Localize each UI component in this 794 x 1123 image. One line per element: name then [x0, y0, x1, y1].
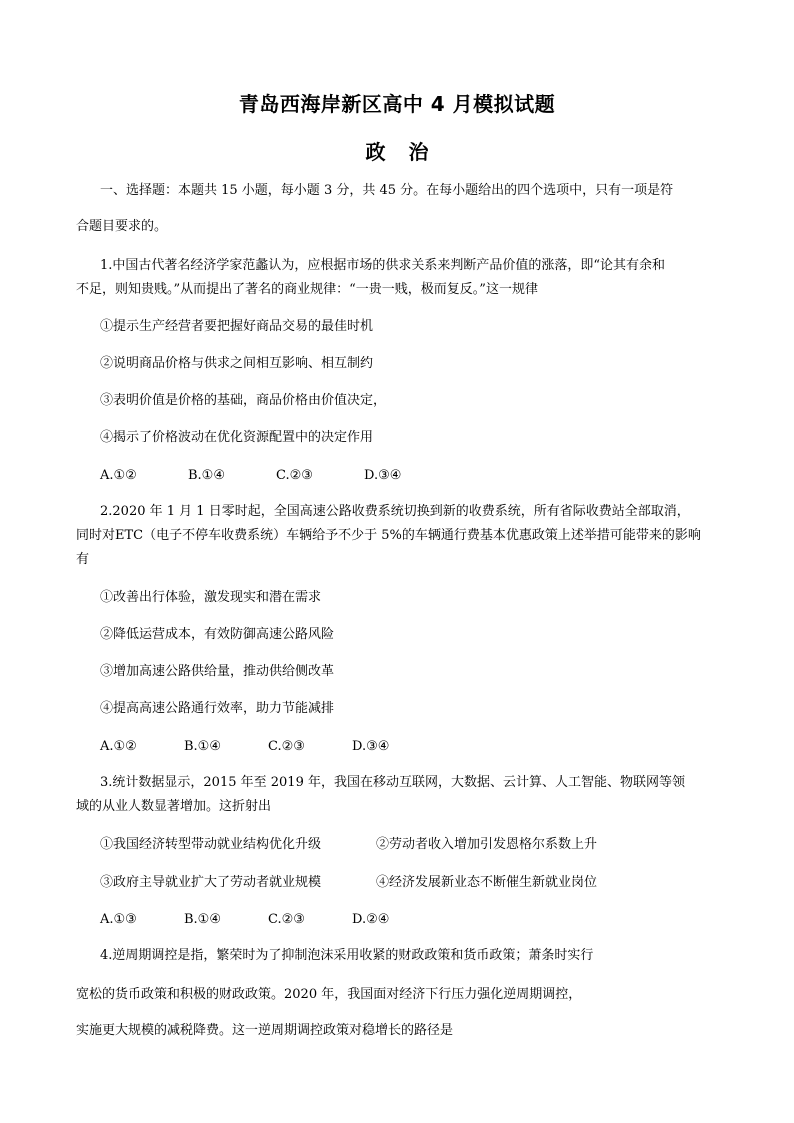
q3-item-2: ②劳动者收入增加引发恩格尔系数上升 [376, 837, 598, 852]
q4-stem-line1: 4.逆周期调控是指，繁荣时为了抑制泡沫采用收紧的财政政策和货币政策；萧条时实行 [100, 948, 594, 963]
q1-item-3: ③表明价值是价格的基础，商品价格由价值决定， [100, 393, 387, 408]
q2-option-b[interactable]: B.①④ [184, 739, 221, 754]
q3-item-1: ①我国经济转型带动就业结构优化升级 [100, 837, 322, 852]
q3-option-c[interactable]: C.②③ [268, 912, 305, 927]
q3-item-3: ③政府主导就业扩大了劳动者就业规模 [100, 875, 322, 890]
q3-options [100, 911, 436, 929]
q2-item-4: ④提高高速公路通行效率，助力节能减排 [100, 701, 335, 716]
q1-stem-line1: 1.中国古代著名经济学家范蠡认为，应根据市场的供求关系来判断产品价值的涨落，即“论其有余和 [100, 258, 666, 273]
exam-title: 青岛西海岸新区高中 4 月模拟试题 [238, 92, 556, 116]
q3-item-4: ④经济发展新业态不断催生新就业岗位 [376, 875, 598, 890]
q1-stem-line2: 不足，则知贵贱。”从而提出了著名的商业规律：“一贵一贱，极而复反。”这一规律 [76, 282, 538, 297]
q1-option-d[interactable]: D.③④ [364, 468, 402, 483]
q2-option-c[interactable]: C.②③ [268, 739, 305, 754]
q3-stem-line2: 域的从业人数显著增加。这折射出 [76, 799, 272, 814]
q4-stem-line2: 宽松的货币政策和积极的财政政策。2020 年，我国面对经济下行压力强化逆周期调控， [76, 987, 582, 1002]
q2-stem-line1: 2.2020 年 1 月 1 日零时起，全国高速公路收费系统切换到新的收费系统，所有省际收费站全部取消， [100, 504, 690, 519]
q2-stem-line3: 有 [76, 552, 90, 567]
q2-options [100, 738, 436, 756]
q1-item-2: ②说明商品价格与供求之间相互影响、相互制约 [100, 356, 374, 371]
section-intro-line1: 一、选择题：本题共 15 小题，每小题 3 分，共 45 分。在每小题给出的四个选项中，只有一项是符 [100, 183, 674, 198]
q1-option-b[interactable]: B.①④ [188, 468, 225, 483]
q4-stem-line3: 实施更大规模的减税降费。这一逆周期调控政策对稳增长的路径是 [76, 1023, 454, 1038]
q3-option-a[interactable]: A.①③ [100, 912, 137, 927]
q1-item-1: ①提示生产经营者要把握好商品交易的最佳时机 [100, 319, 374, 334]
q1-options [100, 467, 452, 485]
q3-option-d[interactable]: D.②④ [352, 912, 390, 927]
q2-stem-line2: 同时对ETC（电子不停车收费系统）车辆给予不少于 5%的车辆通行费基本优惠政策上述举措可能带来的影响 [76, 528, 701, 543]
section-intro-line2: 合题目要求的。 [76, 219, 168, 234]
q1-option-c[interactable]: C.②③ [276, 468, 313, 483]
subject-title: 政 治 [365, 140, 437, 164]
q2-item-2: ②降低运营成本，有效防御高速公路风险 [100, 627, 335, 642]
q3-stem-line1: 3.统计数据显示，2015 年至 2019 年，我国在移动互联网，大数据、云计算、人工智能、物联网等领 [100, 775, 685, 790]
q2-option-a[interactable]: A.①② [100, 739, 137, 754]
q1-option-a[interactable]: A.①② [100, 468, 137, 483]
q1-item-4: ④揭示了价格波动在优化资源配置中的决定作用 [100, 430, 374, 445]
q2-item-3: ③增加高速公路供给量，推动供给侧改革 [100, 664, 335, 679]
q2-item-1: ①改善出行体验，激发现实和潜在需求 [100, 590, 322, 605]
q2-option-d[interactable]: D.③④ [352, 739, 390, 754]
q3-option-b[interactable]: B.①④ [184, 912, 221, 927]
